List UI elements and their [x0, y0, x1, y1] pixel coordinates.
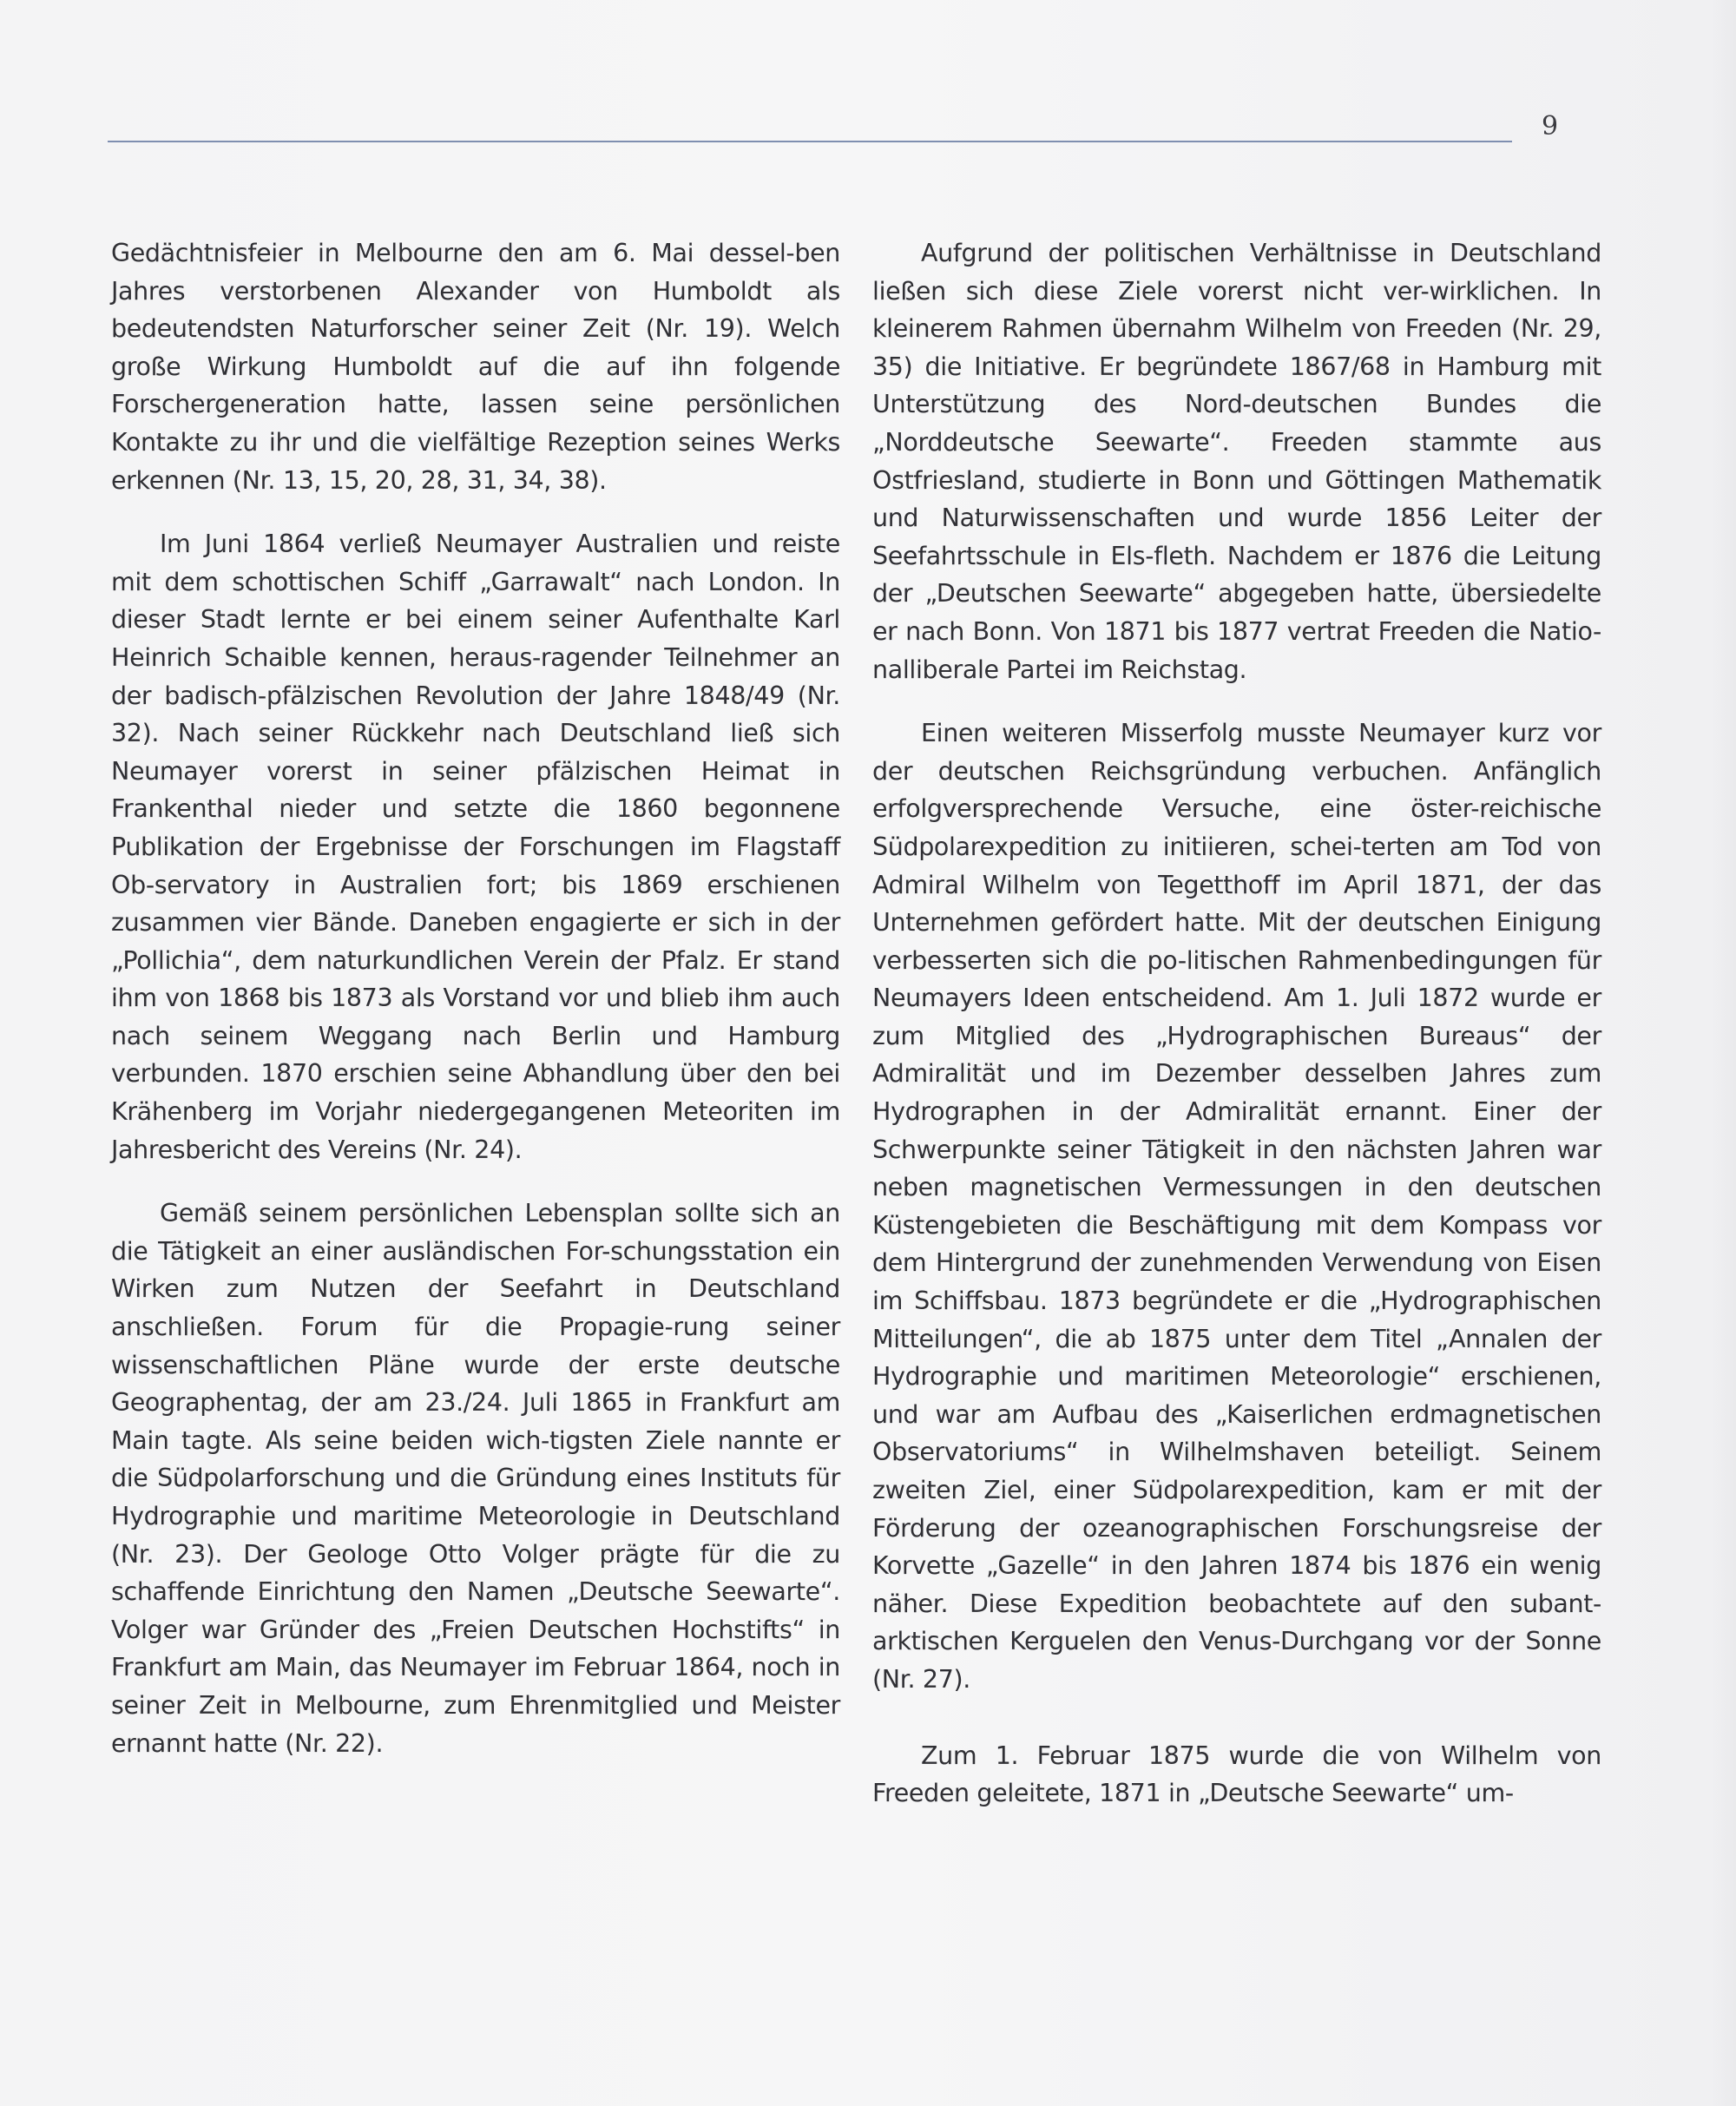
left-paragraph-3: Gemäß seinem persönlichen Lebensplan sollte sich an die Tätigkeit an einer ausländischen For-schungsstation ein Wirken zum Nutzen der Seefahrt in Deutschland anschließen. Forum für die Propagie-rung seiner wissenschaftlichen Pläne wurde der erste deutsche Geographentag, der am 23./24. Juli 1865 in Frankfurt am Main tagte. Als seine beiden wich-tigsten Ziele nannte er die Südpolarforschung und die Gründung eines Instituts für Hydrographie und maritime Meteorologie in Deutschland (Nr. 23). Der Geologe Otto Volger prägte für die zu schaffende Einrichtung den Namen „Deutsche Seewarte“. Volger war Gründer des „Freien Deutschen Hochstifts“ in Frankfurt am Main, das Neumayer im Februar 1864, noch in seiner Zeit in Melbourne, zum Ehrenmitglied und Meister ernannt hatte (Nr. 22). — [111, 1199, 840, 1758]
page-edge-shadow — [1710, 0, 1736, 2106]
right-paragraph-2: Einen weiteren Misserfolg musste Neumayer kurz vor der deutschen Reichsgründung verbuchen. Anfänglich erfolgversprechende Versuche, eine öster-reichische Südpolarexpedition zu initiieren, schei-terten am Tod von Admiral Wilhelm von Tegetthoff im April 1871, der das Unternehmen gefördert hatte. Mit der deutschen Einigung verbesserten sich die po-litischen Rahmenbedingungen für Neumayers Ideen entscheidend. Am 1. Juli 1872 wurde er zum Mitglied des „Hydrographischen Bureaus“ der Admiralität und im Dezember desselben Jahres zum Hydrographen in der Admiralität ernannt. Einer der Schwerpunkte seiner Tätigkeit in den nächsten Jahren war neben magnetischen Vermessungen in den deutschen Küstengebieten die Beschäftigung mit dem Kompass vor dem Hintergrund der zunehmenden Verwendung von Eisen im Schiffsbau. 1873 begründete er die „Hydrographischen Mitteilungen“, die ab 1875 unter dem Titel „Annalen der Hydrographie und maritimen Meteorologie“ erschienen, und war am Aufbau des „Kaiserlichen erdmagnetischen Observatoriums“ in Wilhelmshaven beteiligt. Seinem zweiten Ziel, einer Südpolarexpedition, kam er mit der Förderung der ozeanographischen Forschungsreise der Korvette „Gazelle“ in den Jahren 1874 bis 1876 ein wenig näher. Diese Expedition beobachtete auf den subant-arktischen Kerguelen den Venus-Durchgang vor der Sonne (Nr. 27). — [872, 719, 1601, 1694]
page-number: 9 — [1542, 111, 1559, 141]
right-column — [872, 234, 1601, 1813]
left-column — [111, 234, 840, 1762]
header-rule — [108, 141, 1512, 142]
right-paragraph-1: Aufgrund der politischen Verhältnisse in Deutschland ließen sich diese Ziele vorerst nicht ver-wirklichen. In kleinerem Rahmen übernahm Wilhelm von Freeden (Nr. 29, 35) die Initiative. Er begründete 1867/68 in Hamburg mit Unterstützung des Nord-deutschen Bundes die „Norddeutsche Seewarte“. Freeden stammte aus Ostfriesland, studierte in Bonn und Göttingen Mathematik und Naturwissenschaften und wurde 1856 Leiter der Seefahrtsschule in Els-fleth. Nachdem er 1876 die Leitung der „Deutschen Seewarte“ abgegeben hatte, übersiedelte er nach Bonn. Von 1871 bis 1877 vertrat Freeden die Natio-nalliberale Partei im Reichstag. — [872, 239, 1601, 684]
left-paragraph-2: Im Juni 1864 verließ Neumayer Australien und reiste mit dem schottischen Schiff „Garrawalt“ nach London. In dieser Stadt lernte er bei einem seiner Aufenthalte Karl Heinrich Schaible kennen, heraus-ragender Teilnehmer an der badisch-pfälzischen Revolution der Jahre 1848/49 (Nr. 32). Nach seiner Rückkehr nach Deutschland ließ sich Neumayer vorerst in seiner pfälzischen Heimat in Frankenthal nieder und setzte die 1860 begonnene Publikation der Ergebnisse der Forschungen im Flagstaff Ob-servatory in Australien fort; bis 1869 erschienen zusammen vier Bände. Daneben engagierte er sich in der „Pollichia“, dem naturkundlichen Verein der Pfalz. Er stand ihm von 1868 bis 1873 als Vorstand vor und blieb ihm auch nach seinem Weggang nach Berlin und Hamburg verbunden. 1870 erschien seine Abhandlung über den bei Krähenberg im Vorjahr niedergegangenen Meteoriten im Jahresbericht des Vereins (Nr. 24). — [111, 530, 840, 1164]
right-paragraph-3: Zum 1. Februar 1875 wurde die von Wilhelm von Freeden geleitete, 1871 in „Deutsche Seewarte“ um- — [872, 1741, 1601, 1808]
left-paragraph-1: Gedächtnisfeier in Melbourne den am 6. Mai dessel-ben Jahres verstorbenen Alexander von Humboldt als bedeutendsten Naturforscher seiner Zeit (Nr. 19). Welch große Wirkung Humboldt auf die auf ihn folgende Forschergeneration hatte, lassen seine persönlichen Kontakte zu ihr und die vielfältige Rezeption seines Werks erkennen (Nr. 13, 15, 20, 28, 31, 34, 38). — [111, 239, 840, 495]
